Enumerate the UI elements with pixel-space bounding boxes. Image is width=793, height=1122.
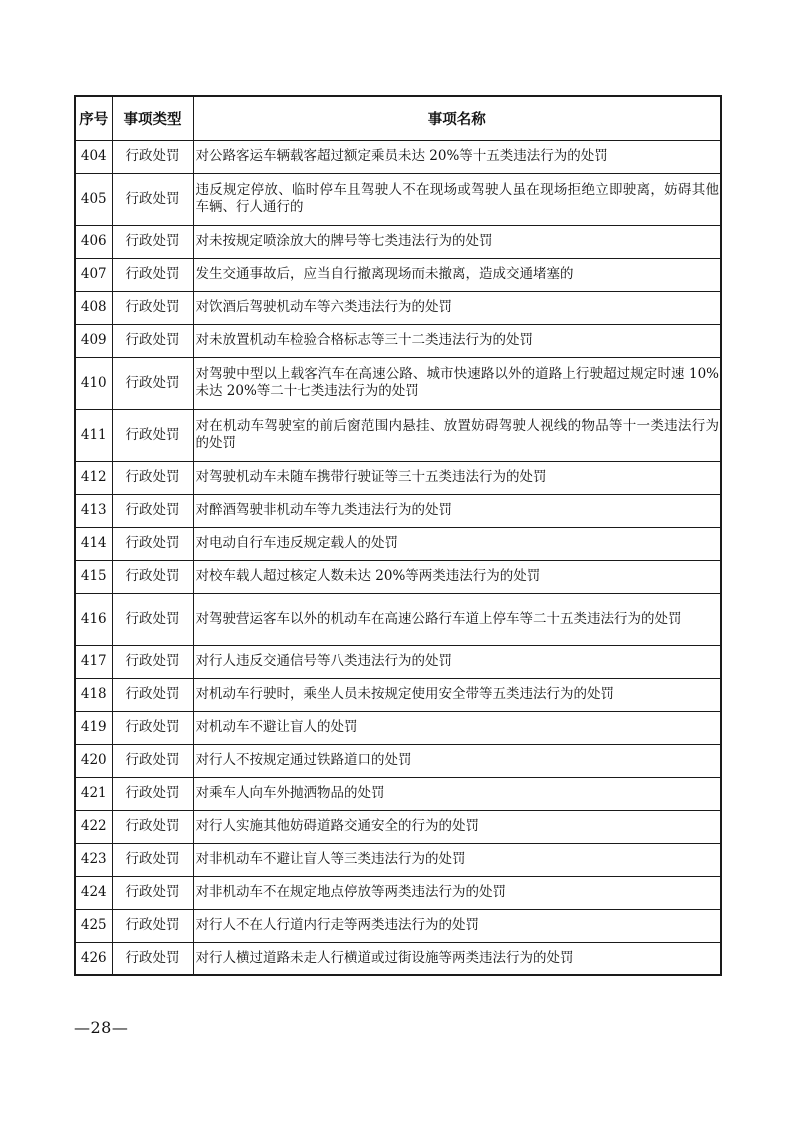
row-type: 行政处罚: [112, 324, 193, 357]
row-number: 414: [75, 527, 112, 560]
row-name: 对行人实施其他妨碍道路交通安全的行为的处罚: [193, 810, 721, 843]
row-type: 行政处罚: [112, 678, 193, 711]
row-type: 行政处罚: [112, 843, 193, 876]
row-name: 违反规定停放、临时停车且驾驶人不在现场或驾驶人虽在现场拒绝立即驶离，妨碍其他车辆、行人通行的: [193, 173, 721, 225]
row-number: 420: [75, 744, 112, 777]
row-type: 行政处罚: [112, 645, 193, 678]
table-row: [75, 942, 721, 975]
table-row: [75, 909, 721, 942]
row-number: 408: [75, 291, 112, 324]
row-number: 406: [75, 225, 112, 258]
table-body: [75, 140, 721, 975]
row-type: 行政处罚: [112, 876, 193, 909]
table-row: [75, 777, 721, 810]
table-row: [75, 711, 721, 744]
row-name: 对驾驶机动车未随车携带行驶证等三十五类违法行为的处罚: [193, 461, 721, 494]
table-header-row: [75, 96, 721, 140]
row-name: 对饮酒后驾驶机动车等六类违法行为的处罚: [193, 291, 721, 324]
row-type: 行政处罚: [112, 494, 193, 527]
row-name: 对驾驶营运客车以外的机动车在高速公路行车道上停车等二十五类违法行为的处罚: [193, 593, 721, 645]
row-type: 行政处罚: [112, 593, 193, 645]
table-row: [75, 461, 721, 494]
row-name: 对驾驶中型以上载客汽车在高速公路、城市快速路以外的道路上行驶超过规定时速 10%未达 20%等二十七类违法行为的处罚: [193, 357, 721, 409]
row-number: 409: [75, 324, 112, 357]
table-row: [75, 810, 721, 843]
table-row: [75, 173, 721, 225]
table-row: [75, 560, 721, 593]
row-name: 对醉酒驾驶非机动车等九类违法行为的处罚: [193, 494, 721, 527]
table-row: [75, 678, 721, 711]
row-name: 对机动车不避让盲人的处罚: [193, 711, 721, 744]
row-type: 行政处罚: [112, 173, 193, 225]
row-number: 410: [75, 357, 112, 409]
header-no: 序号: [75, 96, 112, 140]
row-type: 行政处罚: [112, 909, 193, 942]
row-name: 对行人不在人行道内行走等两类违法行为的处罚: [193, 909, 721, 942]
table-row: [75, 291, 721, 324]
row-number: 405: [75, 173, 112, 225]
row-number: 413: [75, 494, 112, 527]
row-type: 行政处罚: [112, 942, 193, 975]
row-name: 对在机动车驾驶室的前后窗范围内悬挂、放置妨碍驾驶人视线的物品等十一类违法行为的处罚: [193, 409, 721, 461]
row-number: 411: [75, 409, 112, 461]
row-type: 行政处罚: [112, 291, 193, 324]
row-number: 424: [75, 876, 112, 909]
row-name: 对行人违反交通信号等八类违法行为的处罚: [193, 645, 721, 678]
row-type: 行政处罚: [112, 560, 193, 593]
row-number: 422: [75, 810, 112, 843]
row-type: 行政处罚: [112, 777, 193, 810]
table-row: [75, 357, 721, 409]
row-number: 412: [75, 461, 112, 494]
table-row: [75, 409, 721, 461]
row-type: 行政处罚: [112, 711, 193, 744]
row-type: 行政处罚: [112, 225, 193, 258]
row-type: 行政处罚: [112, 744, 193, 777]
row-name: 对行人不按规定通过铁路道口的处罚: [193, 744, 721, 777]
row-name: 对校车载人超过核定人数未达 20%等两类违法行为的处罚: [193, 560, 721, 593]
table-row: [75, 527, 721, 560]
table-row: [75, 645, 721, 678]
row-name: 对未放置机动车检验合格标志等三十二类违法行为的处罚: [193, 324, 721, 357]
header-type: 事项类型: [112, 96, 193, 140]
row-name: 发生交通事故后，应当自行撤离现场而未撤离，造成交通堵塞的: [193, 258, 721, 291]
row-name: 对非机动车不避让盲人等三类违法行为的处罚: [193, 843, 721, 876]
table-row: [75, 593, 721, 645]
row-number: 404: [75, 140, 112, 173]
table-row: [75, 258, 721, 291]
row-name: 对机动车行驶时，乘坐人员未按规定使用安全带等五类违法行为的处罚: [193, 678, 721, 711]
row-type: 行政处罚: [112, 810, 193, 843]
table-row: [75, 843, 721, 876]
row-number: 426: [75, 942, 112, 975]
row-number: 407: [75, 258, 112, 291]
row-name: 对非机动车不在规定地点停放等两类违法行为的处罚: [193, 876, 721, 909]
table-row: [75, 140, 721, 173]
row-type: 行政处罚: [112, 258, 193, 291]
row-name: 对乘车人向车外抛洒物品的处罚: [193, 777, 721, 810]
row-number: 415: [75, 560, 112, 593]
row-number: 417: [75, 645, 112, 678]
table-row: [75, 225, 721, 258]
table-row: [75, 494, 721, 527]
row-type: 行政处罚: [112, 527, 193, 560]
row-type: 行政处罚: [112, 140, 193, 173]
row-name: 对未按规定喷涂放大的牌号等七类违法行为的处罚: [193, 225, 721, 258]
row-number: 423: [75, 843, 112, 876]
table-row: [75, 324, 721, 357]
row-name: 对公路客运车辆载客超过额定乘员未达 20%等十五类违法行为的处罚: [193, 140, 721, 173]
row-number: 419: [75, 711, 112, 744]
page-number: —28—: [74, 1018, 129, 1037]
row-number: 425: [75, 909, 112, 942]
table-row: [75, 744, 721, 777]
row-type: 行政处罚: [112, 357, 193, 409]
row-type: 行政处罚: [112, 409, 193, 461]
header-name: 事项名称: [193, 96, 721, 140]
table-row: [75, 876, 721, 909]
row-number: 418: [75, 678, 112, 711]
row-name: 对电动自行车违反规定载人的处罚: [193, 527, 721, 560]
row-type: 行政处罚: [112, 461, 193, 494]
items-table: [74, 95, 722, 976]
row-name: 对行人横过道路未走人行横道或过街设施等两类违法行为的处罚: [193, 942, 721, 975]
row-number: 421: [75, 777, 112, 810]
row-number: 416: [75, 593, 112, 645]
